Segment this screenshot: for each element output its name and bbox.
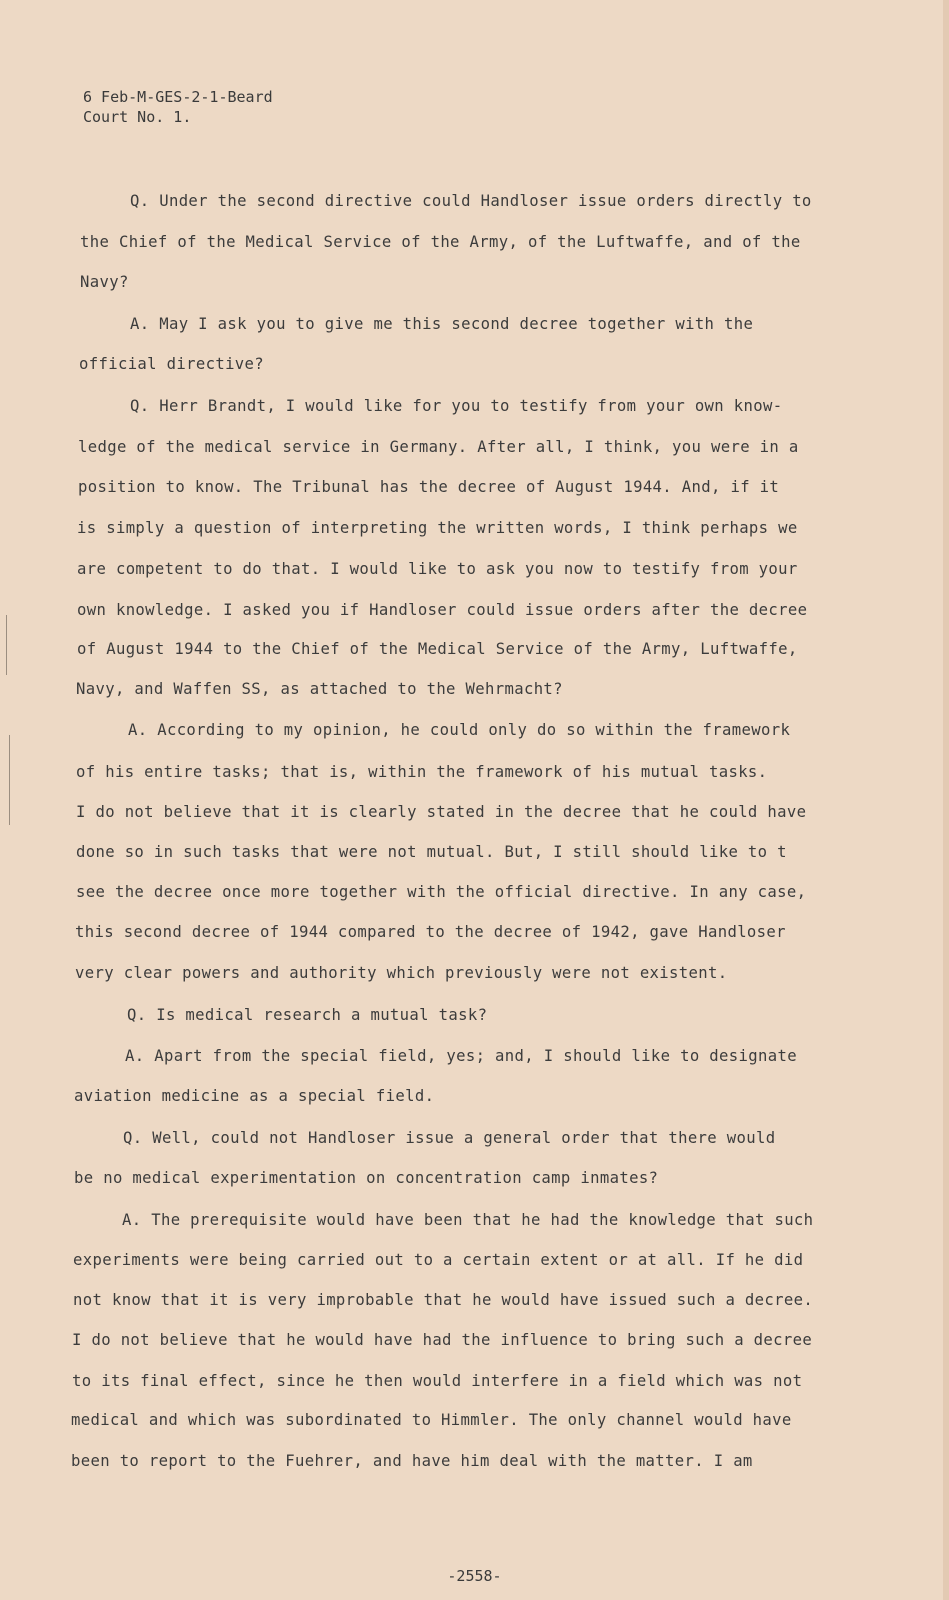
transcript-line: Q. Under the second directive could Handloser issue orders directly to [130, 192, 812, 210]
transcript-line: Q. Herr Brandt, I would like for you to testify from your own know- [130, 397, 783, 415]
transcript-line: to its final effect, since he then would interfere in a field which was not [72, 1372, 803, 1390]
transcript-line: be no medical experimentation on concentration camp inmates? [74, 1169, 659, 1187]
transcript-line: Q. Is medical research a mutual task? [127, 1006, 488, 1024]
transcript-line: Navy? [80, 273, 129, 291]
transcript-line: not know that it is very improbable that he would have issued such a decree. [73, 1291, 814, 1309]
transcript-line: A. May I ask you to give me this second decree together with the [130, 315, 754, 333]
page-number: -2558- [447, 1567, 502, 1585]
transcript-line: I do not believe that it is clearly stated in the decree that he could have [76, 803, 807, 821]
transcript-line: are competent to do that. I would like to ask you now to testify from your [77, 560, 798, 578]
transcript-line: aviation medicine as a special field. [74, 1087, 435, 1105]
page-edge-mark [6, 615, 7, 675]
transcript-line: been to report to the Fuehrer, and have him deal with the matter. I am [71, 1452, 753, 1470]
transcript-line: of August 1944 to the Chief of the Medical Service of the Army, Luftwaffe, [77, 640, 798, 658]
header-reference: 6 Feb-M-GES-2-1-Beard [83, 88, 273, 106]
transcript-line: position to know. The Tribunal has the decree of August 1944. And, if it [78, 478, 780, 496]
transcript-line: official directive? [79, 355, 265, 373]
transcript-line: done so in such tasks that were not mutual. But, I still should like to t [76, 843, 787, 861]
transcript-line: I do not believe that he would have had the influence to bring such a decree [72, 1331, 813, 1349]
transcript-line: ledge of the medical service in Germany. After all, I think, you were in a [78, 438, 799, 456]
transcript-line: see the decree once more together with the official directive. In any case, [76, 883, 807, 901]
transcript-line: Q. Well, could not Handloser issue a general order that there would [123, 1129, 776, 1147]
transcript-line: medical and which was subordinated to Himmler. The only channel would have [71, 1411, 792, 1429]
transcript-line: A. According to my opinion, he could only do so within the framework [128, 721, 791, 739]
transcript-line: the Chief of the Medical Service of the Army, of the Luftwaffe, and of the [80, 233, 801, 251]
transcript-line: this second decree of 1944 compared to the decree of 1942, gave Handloser [75, 923, 786, 941]
page-header [83, 87, 273, 127]
transcript-line: A. Apart from the special field, yes; and, I should like to designate [125, 1047, 797, 1065]
transcript-line: is simply a question of interpreting the written words, I think perhaps we [77, 519, 798, 537]
transcript-line: of his entire tasks; that is, within the framework of his mutual tasks. [76, 763, 768, 781]
transcript-line: own knowledge. I asked you if Handloser could issue orders after the decree [77, 601, 808, 619]
header-court: Court No. 1. [83, 108, 192, 126]
transcript-line: very clear powers and authority which previously were not existent. [75, 964, 728, 982]
transcript-line: experiments were being carried out to a certain extent or at all. If he did [73, 1251, 804, 1269]
transcript-line: Navy, and Waffen SS, as attached to the Wehrmacht? [76, 680, 563, 698]
page-edge-mark [9, 735, 10, 825]
transcript-line: A. The prerequisite would have been that he had the knowledge that such [122, 1211, 814, 1229]
